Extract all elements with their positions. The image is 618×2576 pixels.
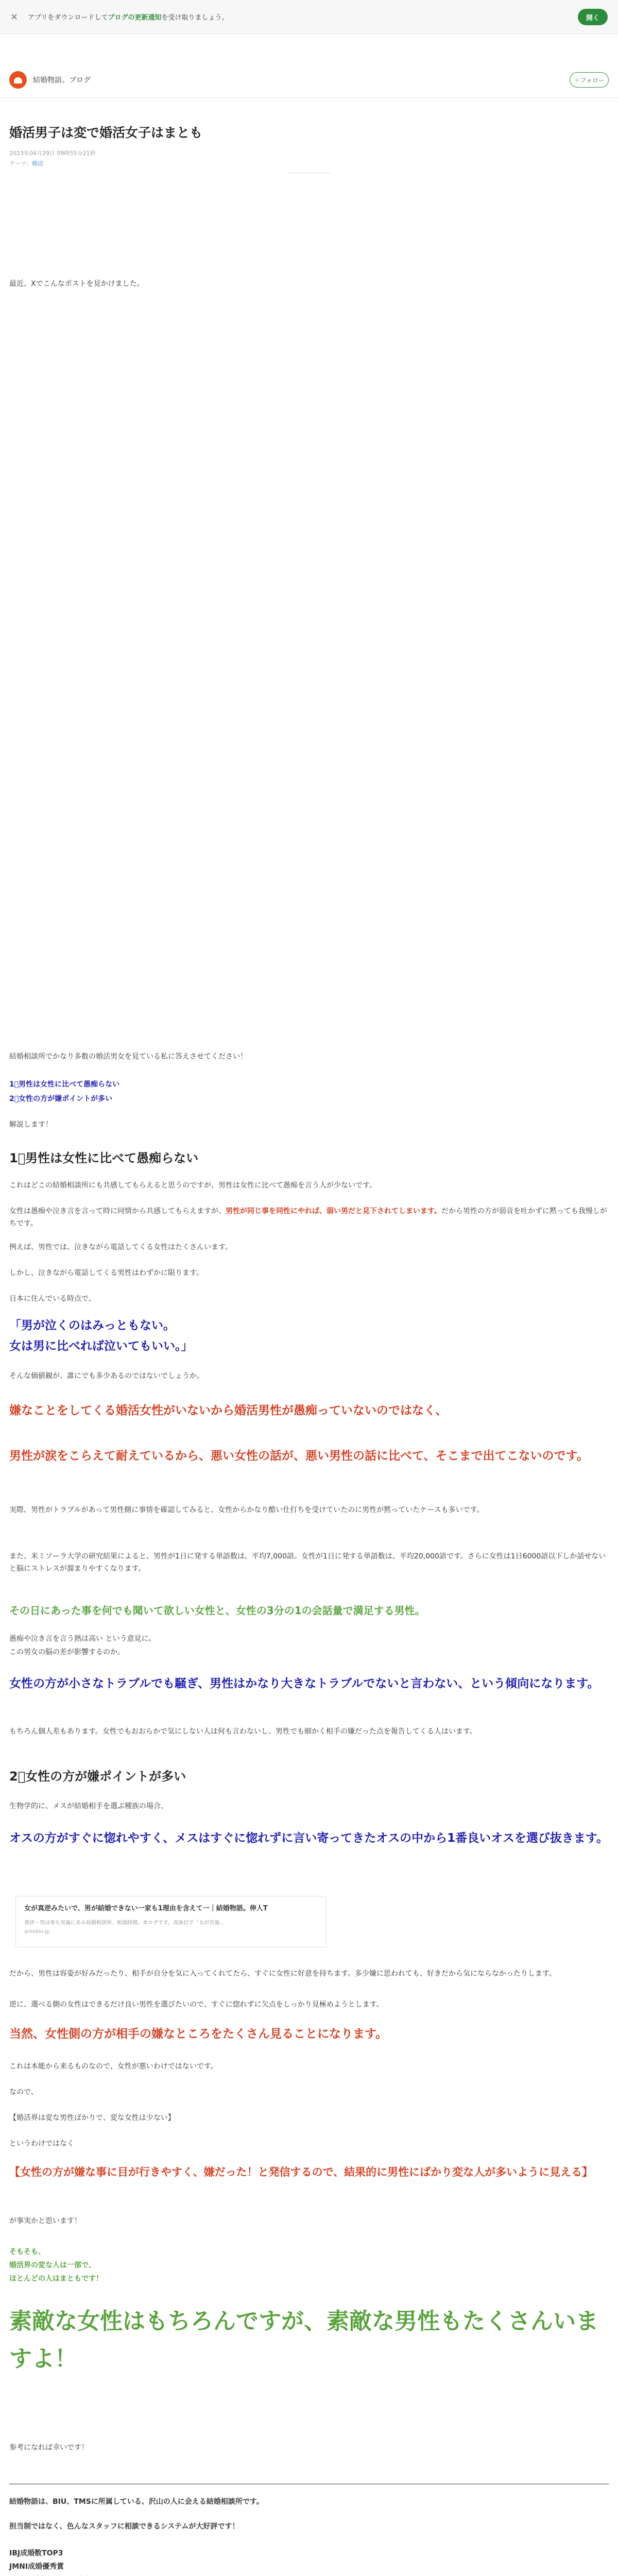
blog-name[interactable]: 結婚物語。ブログ xyxy=(33,76,91,84)
paragraph: 女性は愚痴や泣き言を言って時に同情から共感してもらえますが、男性が同じ事を同性にやれば、弱い男だと見下されてしまいます。だから男性の方が弱音を吐かずに黙っても我慢しがちです。 xyxy=(9,1207,607,1228)
paragraph: これは本能から来るものなので、女性が悪いわけではないです。 xyxy=(9,2062,218,2071)
paragraph: これはどこの結婚相談所にも共感してもらえると思うのですが、男性は女性に比べて愚痴を言う人が少ないです。 xyxy=(9,1181,376,1190)
post-header xyxy=(9,124,609,167)
paragraph: が事実かと思います！ xyxy=(9,2217,81,2225)
post-date: 2023年04月29日 09時55分21秒 xyxy=(9,150,96,157)
link-card-title: 女が真逆みたいで、男が結婚できない一家も1理由を含えて一｜結婚物語。伸人T xyxy=(24,1905,268,1912)
paragraph: もちろん個人差もあります。女性でもおおらかで気にしない人は何も言わないし、男性でも細かく相手の嫌だった点を報告してくる人はいます。 xyxy=(9,1727,477,1736)
section-heading: 2⃣女性の方が嫌ポイントが多い xyxy=(9,1769,186,1784)
point-link[interactable]: 2⃣女性の方が嫌ポイントが多い xyxy=(9,1095,113,1103)
point-link[interactable]: 1⃣男性は女性に比べて愚痴らない xyxy=(9,1080,120,1089)
quote-line: 女は男に比べれば泣いてもいい。」 xyxy=(9,1340,193,1353)
theme-link[interactable]: 婚活 xyxy=(32,160,43,167)
open-app-button[interactable]: 開く xyxy=(578,9,608,25)
blog-avatar[interactable] xyxy=(9,71,27,89)
paragraph: 逆に、選べる側の女性はできるだけ良い男性を選びたいので、すぐに惚れずに欠点をしっかり見極めようとします。 xyxy=(9,2001,384,2009)
paragraph: 日本に住んでいる時点で、 xyxy=(9,1295,96,1303)
footer-text: 担当制ではなく、色んなスタッフに相談できるシステムが大好評です！ xyxy=(9,2522,239,2531)
link-card-description: 書評・男は専ら実施にある結婚相談所、相談時間、本ログです。真面目で「女が苦強… xyxy=(24,1920,225,1926)
paragraph: この男女の脳の差が影響するのか。 xyxy=(9,1648,125,1656)
paragraph: そんな価値観が、誰にでも多少あるのではないでしょうか。 xyxy=(9,1372,204,1380)
paragraph: しかし、泣きながら電話してくる男性はわずかに限ります。 xyxy=(9,1269,203,1277)
footer-text: 結婚物語は、BIU、TMSに所属している、沢山の人に会える結婚相談所です。 xyxy=(9,2498,264,2506)
paragraph: 解説します！ xyxy=(9,1121,53,1129)
green-line: ほとんどの人はまともです！ xyxy=(9,2275,103,2283)
paragraph: また、米ミソーラ大学の研究結果によると、男性が1日に発する単語数は、平均7,000語。女性が1日に発する単語数は、平均20,000語です。さらに女性は1日6000語以下しか話せないと脳にストレスが溜まりやすくなります。 xyxy=(9,1552,606,1573)
quote-line: 「男が泣くのはみっともない。 xyxy=(9,1319,175,1332)
section-heading: 1⃣男性は女性に比べて愚痴らない xyxy=(9,1151,199,1165)
footer-text: JMNI成婚優秀賞 xyxy=(9,2563,64,2571)
paragraph: 生物学的に、メスが結婚相手を選ぶ種族の場合、 xyxy=(9,1802,168,1810)
footer-text: IBJ成婚数TOP3 xyxy=(9,2549,63,2557)
follow-button[interactable]: ＋フォロー xyxy=(570,72,609,88)
emphasis-heading: その日にあった事を何でも聞いて欲しい女性と、女性の3分の1の会話量で満足する男性。 xyxy=(9,1604,425,1617)
emphasis-heading: 女性の方が小さなトラブルでも騒ぎ、男性はかなり大きなトラブルでないと言わない、という傾向になります。 xyxy=(9,1677,599,1690)
banner-message: アプリをダウンロードしてブログの更新通知を受け取りましょう。 xyxy=(28,14,229,22)
paragraph: 愚痴や泣き言を言う熱は高い という意見に。 xyxy=(9,1635,156,1643)
ad-placeholder xyxy=(287,173,331,174)
paragraph: 最近、Xでこんなポストを見かけました。 xyxy=(9,280,144,288)
app-download-banner xyxy=(0,0,618,34)
paragraph: なので、 xyxy=(9,2088,38,2096)
paragraph: 参考になれば幸いです！ xyxy=(9,2444,89,2452)
divider xyxy=(9,2483,609,2485)
paragraph: 例えば、男性では、泣きながら電話してくる女性はたくさんいます。 xyxy=(9,1243,232,1251)
link-card-source: ameblo.jp xyxy=(24,1928,50,1935)
paragraph: 【婚活界は変な男性ばかりで、変な女性は少ない】 xyxy=(9,2114,175,2122)
paragraph: 実際、男性がトラブルがあって男性側に事情を確認してみると、女性からかなり酷い仕打ちを受けていたのに男性が黙っていたケースも多いです。 xyxy=(9,1506,484,1514)
paragraph: だから、男性は容姿が好みだったり、相手が自分を気に入ってくれてたら、すぐに女性に好意を持ちます。多少嫌に思われても、好きだから気にならなかったりします。 xyxy=(9,1970,556,1978)
emphasis-heading: 当然、女性側の方が相手の嫌なところをたくさん見ることになります。 xyxy=(9,2027,388,2041)
link-card[interactable] xyxy=(15,1896,327,1947)
big-green-heading: 素敵な女性はもちろんですが、素敵な男性もたくさんいますよ！ xyxy=(9,2308,598,2372)
green-line: 婚活界の変な人は一部で、 xyxy=(9,2261,96,2269)
close-banner-icon[interactable]: × xyxy=(10,11,19,22)
emphasis-heading: 男性が涙をこらえて耐えているから、悪い女性の話が、悪い男性の話に比べて、そこまで出てこないのです。 xyxy=(9,1449,589,1463)
post-theme: テーマ：婚活 xyxy=(9,160,43,167)
paragraph: 結婚相談所でかなり多数の婚活男女を見ている私に答えさせてください！ xyxy=(9,1053,247,1061)
emphasis-heading: オスの方がすぐに惚れやすく、メスはすぐに惚れずに言い寄ってきたオスの中から1番良いオスを選び抜きます。 xyxy=(9,1832,609,1845)
post-title: 婚活男子は変で婚活女子はまとも xyxy=(9,125,203,140)
green-line: そもそも、 xyxy=(9,2248,45,2256)
emphasis-heading: 嫌なことをしてくる婚活女性がいないから婚活男性が愚痴っていないのではなく、 xyxy=(9,1404,448,1417)
emphasis-heading: 【女性の方が嫌な事に目が行きやすく、嫌だった！と発信するので、結果的に男性にばかり変な人が多いように見える】 xyxy=(9,2166,593,2178)
paragraph: というわけではなく xyxy=(9,2140,74,2148)
blog-header xyxy=(0,62,618,98)
